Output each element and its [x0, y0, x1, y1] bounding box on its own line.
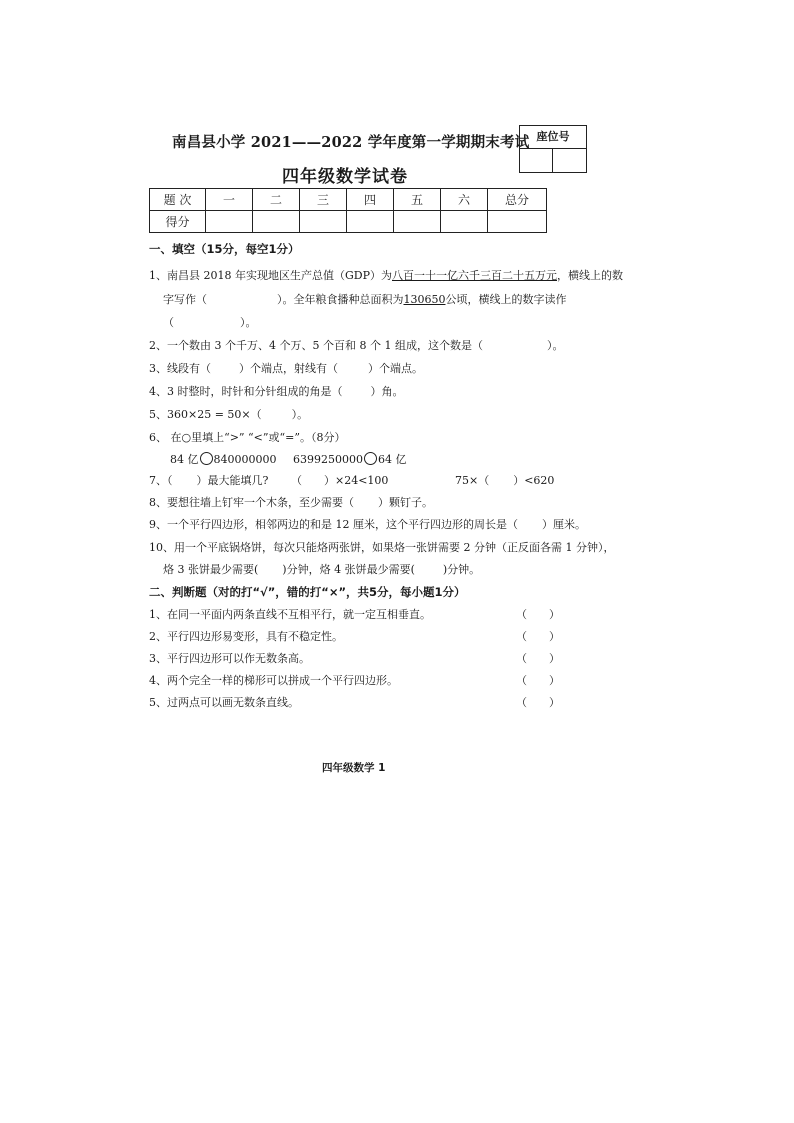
score-header-cell: 总分 — [488, 189, 547, 211]
q5-text-b: ）。 — [291, 408, 309, 421]
score-header-cell: 二 — [253, 189, 300, 211]
q1-text-e: 公顷，横线上的数字读作 — [445, 293, 567, 306]
q4-text-a: 4、3 时整时，时针和分针组成的角是（ — [149, 385, 343, 398]
score-header-cell: 六 — [441, 189, 488, 211]
q7-text-b: ）最大能填几? — [196, 474, 269, 487]
exam-subtitle: 四年级数学试卷 — [282, 167, 408, 187]
score-cell[interactable] — [206, 211, 253, 233]
q10-text-d: )分钟。 — [442, 563, 481, 576]
q7-text-c: （ — [291, 474, 302, 487]
section-1-title: 一、填空（15分，每空1分） — [149, 242, 300, 256]
score-table-score-row — [150, 211, 547, 233]
q6-c1-right: 840000000 — [213, 453, 277, 466]
q3-text-a: 3、线段有（ — [149, 362, 211, 375]
question-4 — [149, 383, 404, 399]
question-6: 6、 在○里填上“>” “<”或“=”。（8分） — [149, 431, 346, 444]
q10-text-c: )分钟，烙 4 张饼最少需要( — [282, 563, 415, 576]
score-table — [149, 188, 547, 233]
score-header-cell: 五 — [394, 189, 441, 211]
question-9 — [149, 516, 586, 532]
score-header-cell: 四 — [347, 189, 394, 211]
q2-text-b: ）。 — [546, 339, 564, 352]
q3-text-b: ）个端点，射线有（ — [239, 362, 338, 375]
question-10-line-2 — [163, 561, 480, 577]
judge-answer-paren[interactable]: （ ） — [516, 608, 560, 621]
score-cell[interactable] — [488, 211, 547, 233]
q6-c1-left: 84 亿 — [170, 453, 199, 466]
page-footer: 四年级数学 1 — [322, 762, 386, 774]
seat-number-label: 座位号 — [520, 126, 586, 149]
question-7-expr-2 — [455, 472, 554, 488]
q3-text-c: ）个端点。 — [368, 362, 423, 375]
section-2-title: 二、判断题（对的打“√”，错的打“×”，共5分，每小题1分） — [149, 585, 466, 599]
score-header-cell: 题 次 — [150, 189, 206, 211]
q6-comparison-1 — [170, 451, 277, 467]
judge-item: 5、过两点可以画无数条直线。 — [149, 696, 299, 709]
score-cell[interactable] — [253, 211, 300, 233]
seat-number-cell-left[interactable] — [520, 149, 553, 172]
q7-text-a: 7、（ — [149, 474, 173, 487]
score-header-cell: 一 — [206, 189, 253, 211]
question-2 — [149, 337, 563, 353]
q6-comparison-2 — [293, 451, 407, 467]
question-8 — [149, 494, 433, 510]
question-7-intro — [149, 472, 268, 488]
judge-item: 3、平行四边形可以作无数条高。 — [149, 652, 310, 665]
judge-item: 4、两个完全一样的梯形可以拼成一个平行四边形。 — [149, 674, 398, 687]
question-3 — [149, 360, 423, 376]
q1-text-a: 1、南昌县 2018 年实现地区生产总值（GDP）为 — [149, 269, 392, 282]
q1-text-f: （ — [163, 316, 174, 329]
judge-item: 1、在同一平面内两条直线不互相平行，就一定互相垂直。 — [149, 608, 431, 621]
score-cell[interactable] — [441, 211, 488, 233]
question-7-expr-1 — [291, 472, 388, 488]
q1-underlined-number: 八百一十一亿六千三百二十五万元 — [392, 269, 557, 282]
score-table-header-row — [150, 189, 547, 211]
q9-text-b: ）厘米。 — [542, 518, 586, 531]
score-cell[interactable] — [394, 211, 441, 233]
q7-text-f: ）<620 — [513, 474, 555, 487]
q1-underlined-area: 130650 — [403, 293, 446, 306]
question-5 — [149, 406, 308, 422]
q1-text-d: ）。全年粮食播种总面积为 — [277, 293, 404, 306]
judge-answer-paren[interactable]: （ ） — [516, 652, 560, 665]
question-1-line-1 — [149, 267, 623, 283]
score-header-cell: 三 — [300, 189, 347, 211]
question-1-line-3 — [163, 314, 257, 330]
q1-text-g: ）。 — [240, 316, 257, 329]
score-cell[interactable] — [347, 211, 394, 233]
judge-answer-paren[interactable]: （ ） — [516, 674, 560, 687]
q7-text-e: 75×（ — [455, 474, 490, 487]
q9-text-a: 9、一个平行四边形，相邻两边的和是 12 厘米，这个平行四边形的周长是（ — [149, 518, 518, 531]
q1-text-c: 字写作（ — [163, 293, 207, 306]
q8-text-b: ）颗钉子。 — [378, 496, 433, 509]
score-row-label: 得分 — [150, 211, 206, 233]
question-1-line-2 — [163, 291, 567, 307]
exam-title: 南昌县小学 2021——2022 学年度第一学期期末考试 — [172, 134, 530, 151]
compare-circle[interactable] — [364, 452, 377, 465]
seat-number-box — [519, 125, 587, 173]
question-10-line-1: 10、用一个平底锅烙饼，每次只能烙两张饼，如果烙一张饼需要 2 分钟（正反面各需 1 分钟）， — [149, 541, 615, 554]
judge-answer-paren[interactable]: （ ） — [516, 630, 560, 643]
compare-circle[interactable] — [200, 452, 213, 465]
score-cell[interactable] — [300, 211, 347, 233]
seat-number-cell-right[interactable] — [554, 149, 586, 172]
q5-text-a: 5、360×25 = 50×（ — [149, 408, 262, 421]
q6-c2-left: 6399250000 — [293, 453, 363, 466]
judge-answer-paren[interactable]: （ ） — [516, 696, 560, 709]
q10-text-b: 烙 3 张饼最少需要( — [163, 563, 259, 576]
q4-text-b: ）角。 — [370, 385, 404, 398]
q6-c2-right: 64 亿 — [378, 453, 407, 466]
q7-text-d: ）×24<100 — [324, 474, 389, 487]
q8-text-a: 8、要想往墙上钉牢一个木条，至少需要（ — [149, 496, 354, 509]
judge-item: 2、平行四边形易变形，具有不稳定性。 — [149, 630, 343, 643]
q2-text-a: 2、一个数由 3 个千万、4 个万、5 个百和 8 个 1 组成，这个数是（ — [149, 339, 483, 352]
q1-text-b: ，横线上的数 — [557, 269, 623, 282]
